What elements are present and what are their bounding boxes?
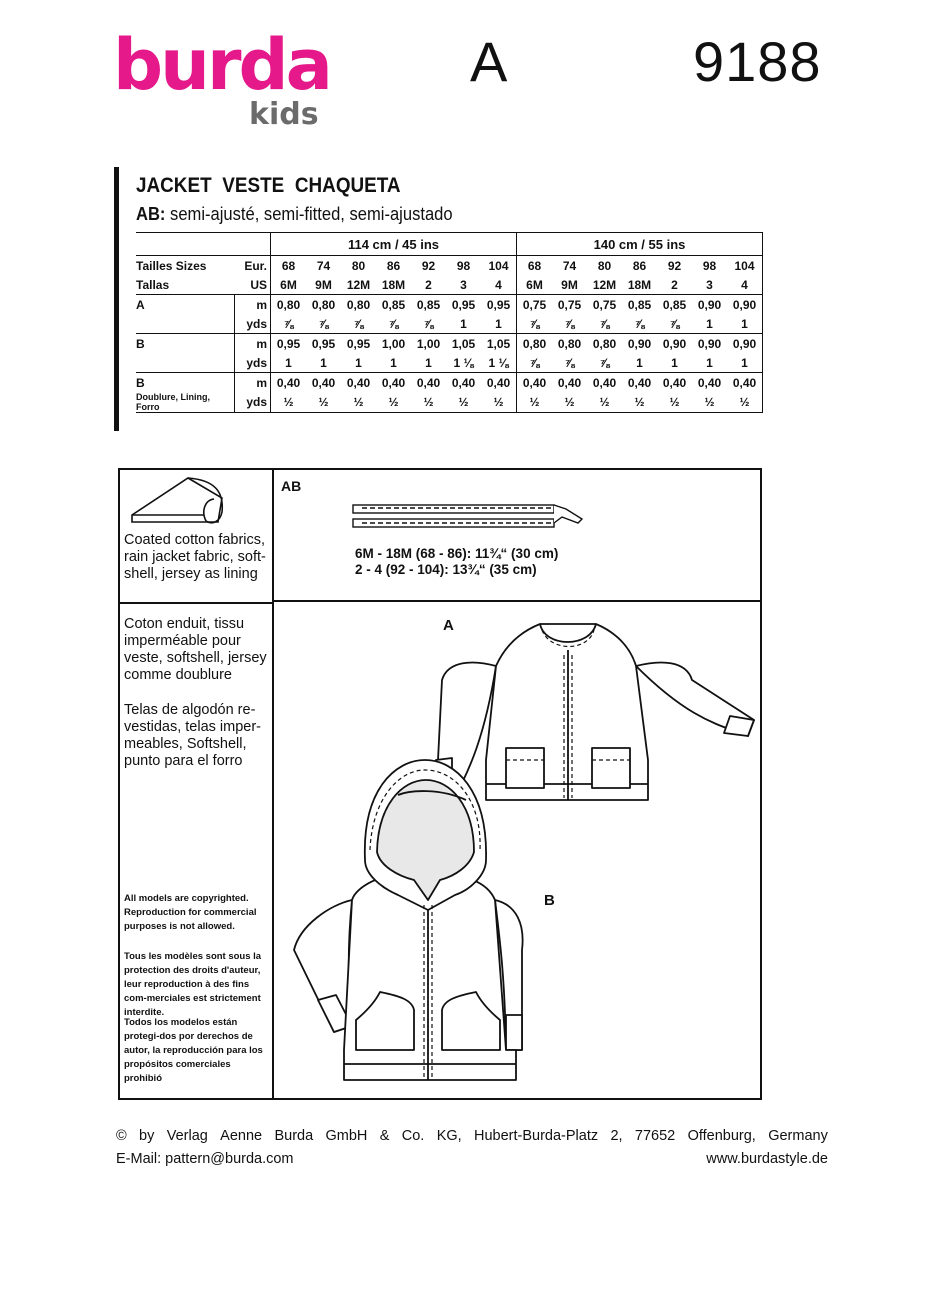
eur-size-cell: 74	[552, 256, 587, 276]
yards-cell: 1	[727, 353, 763, 373]
us-size-cell: 6M	[271, 275, 307, 295]
us-size-cell: 18M	[627, 277, 652, 292]
meters-cell: 0,80	[341, 295, 376, 315]
yards-cell: ⅞	[517, 314, 553, 334]
eur-size-cell: 86	[622, 256, 657, 276]
meters-cell: 0,40	[446, 373, 481, 393]
copyright-note-es: Todos los modelos están protegi-dos por derechos de autor, la reproducción para los propósitos comerciales prohibió	[124, 1017, 263, 1084]
yards-cell: ⅞	[517, 353, 553, 373]
burda-logo: burda	[113, 24, 330, 106]
yards-cell: ½	[692, 392, 727, 413]
meters-cell: 0,40	[481, 373, 517, 393]
eur-size-cell: 80	[587, 256, 622, 276]
yards-cell: ½	[657, 392, 692, 413]
us-label: US	[250, 277, 267, 292]
meters-cell: 0,40	[622, 373, 657, 393]
eur-size-cell: 80	[341, 256, 376, 276]
meters-cell: 1,05	[446, 334, 481, 354]
meters-cell: 0,40	[306, 373, 341, 393]
yards-cell: ½	[376, 392, 411, 413]
yards-cell: 1	[271, 353, 307, 373]
yards-cell: ⅞	[634, 316, 645, 331]
eur-size-cell: 74	[306, 256, 341, 276]
size-label-es: Tallas	[136, 277, 170, 292]
yards-cell: ⅞	[564, 355, 575, 370]
meters-cell: 0,95	[306, 334, 341, 354]
yards-cell: ½	[481, 392, 517, 413]
yards-cell: ⅞	[669, 316, 680, 331]
meters-cell: 0,40	[692, 373, 727, 393]
yards-cell: ⅞	[599, 355, 610, 370]
unit-yds: yds	[235, 353, 271, 373]
meters-cell: 0,85	[657, 295, 692, 315]
fabric-width-114: 114 cm / 45 ins	[271, 233, 517, 256]
yards-cell: 1	[355, 355, 362, 370]
eur-size-cell: 104	[727, 256, 763, 276]
yards-cell: ½	[306, 392, 341, 413]
us-size-cell: 2	[425, 277, 432, 292]
yards-cell: ⅞	[271, 314, 307, 334]
garment-title: JACKET VESTE CHAQUETA	[136, 174, 401, 197]
meters-cell: 0,75	[552, 295, 587, 315]
publisher-word: Hubert-Burda-Platz	[474, 1128, 599, 1144]
us-size-cell: 12M	[346, 277, 371, 292]
copyright-note-fr: Tous les modèles sont sous la protection des droits d'auteur, leur reproduction à des fins com-merciales est strictement interdite.	[124, 951, 262, 1018]
meters-cell: 0,85	[411, 295, 446, 315]
us-size-cell: 3	[706, 277, 713, 292]
yards-cell: ½	[727, 392, 763, 413]
yards-cell: 1	[706, 355, 713, 370]
meters-cell: 0,95	[271, 334, 307, 354]
meters-cell: 0,90	[657, 334, 692, 354]
email-address: E-Mail: pattern@burda.com	[116, 1151, 294, 1167]
yards-cell: 1	[390, 355, 397, 370]
fabric-roll-icon	[132, 478, 222, 523]
yards-cell: 1	[495, 316, 502, 331]
publisher-line	[116, 1128, 828, 1144]
us-size-cell: 18M	[381, 277, 406, 292]
view-letter: A	[470, 30, 508, 93]
notions-views-label: AB	[281, 478, 302, 494]
fit-views-label: AB:	[136, 204, 166, 224]
meters-cell: 0,85	[622, 295, 657, 315]
us-size-cell: 4	[727, 275, 763, 295]
yards-cell: ½	[411, 392, 446, 413]
us-size-cell: 9M	[561, 277, 578, 292]
us-size-cell: 9M	[315, 277, 332, 292]
fabric-width-140: 140 cm / 55 ins	[517, 233, 763, 256]
publisher-word: Burda	[274, 1128, 314, 1144]
zipper-icon	[353, 505, 582, 527]
publisher-word: 77652	[634, 1128, 676, 1144]
yards-cell: ½	[271, 392, 307, 413]
yards-cell: ⅞	[423, 316, 434, 331]
yards-cell: ⅞	[353, 316, 364, 331]
view-row-sublabel: Doublure, Lining, Forro	[136, 392, 235, 413]
unit-yds: yds	[235, 392, 271, 413]
publisher-word: KG,	[436, 1128, 462, 1144]
publisher-word: GmbH	[325, 1128, 368, 1144]
publisher-word: 2,	[610, 1128, 623, 1144]
publisher-word: Offenburg,	[687, 1128, 756, 1144]
meters-cell: 0,90	[727, 334, 763, 354]
jacket-b-drawing	[294, 760, 523, 1080]
us-size-cell: 6M	[517, 275, 553, 295]
eur-size-cell: 68	[271, 256, 307, 276]
meters-cell: 0,90	[692, 334, 727, 354]
drawing-label-a: A	[443, 617, 454, 634]
view-row-label: B	[136, 334, 235, 354]
eur-size-cell: 98	[446, 256, 481, 276]
fit-text: semi-ajusté, semi-fitted, semi-ajustado	[165, 204, 453, 224]
eur-size-cell: 68	[517, 256, 553, 276]
meters-cell: 0,40	[727, 373, 763, 393]
fabric-suggestions-es: Telas de algodón re-vestidas, telas imper-meables, Softshell, punto para el forro	[124, 702, 261, 769]
yards-cell: ⅞	[599, 316, 610, 331]
eur-size-cell: 86	[376, 256, 411, 276]
burda-kids-logo: kids	[249, 97, 319, 132]
meters-cell: 0,40	[376, 373, 411, 393]
unit-m: m	[235, 295, 271, 315]
eur-size-cell: 92	[657, 256, 692, 276]
meters-cell: 0,75	[517, 295, 553, 315]
yards-cell: 1	[706, 316, 713, 331]
view-row-label: B	[136, 373, 235, 393]
eur-size-cell: 92	[411, 256, 446, 276]
zipper-lengths	[355, 546, 558, 578]
meters-cell: 0,85	[376, 295, 411, 315]
yards-cell: 1	[636, 355, 643, 370]
publisher-word: ©	[116, 1128, 127, 1144]
zipper-length-long: 2 - 4 (92 - 104): 13¾“ (35 cm)	[355, 562, 537, 577]
meters-cell: 0,40	[271, 373, 307, 393]
meters-cell: 0,80	[271, 295, 307, 315]
meters-cell: 0,95	[446, 295, 481, 315]
meters-cell: 0,90	[692, 295, 727, 315]
eur-size-cell: 104	[481, 256, 517, 276]
yards-cell: ½	[587, 392, 622, 413]
eur-size-cell: 98	[692, 256, 727, 276]
yards-cell: 1	[320, 355, 327, 370]
zipper-length-short: 6M - 18M (68 - 86): 11¾“ (30 cm)	[355, 546, 559, 561]
meters-cell: 0,95	[481, 295, 517, 315]
yards-cell: ½	[341, 392, 376, 413]
meters-cell: 0,75	[587, 295, 622, 315]
meters-cell: 0,95	[341, 334, 376, 354]
us-size-cell: 2	[671, 277, 678, 292]
yards-cell: ⅞	[564, 316, 575, 331]
meters-cell: 0,40	[341, 373, 376, 393]
meters-cell: 0,80	[306, 295, 341, 315]
us-size-cell: 12M	[592, 277, 617, 292]
yards-cell: ½	[622, 392, 657, 413]
meters-cell: 0,90	[622, 334, 657, 354]
unit-m: m	[235, 334, 271, 354]
drawing-label-b: B	[544, 892, 555, 909]
meters-cell: 0,40	[587, 373, 622, 393]
yards-cell: 1	[460, 316, 467, 331]
size-label: Tailles Sizes	[136, 256, 235, 276]
unit-m: m	[235, 373, 271, 393]
yards-cell: ⅞	[388, 316, 399, 331]
yards-cell: 1 ⅛	[488, 355, 509, 370]
us-size-cell: 3	[460, 277, 467, 292]
unit-yds: yds	[235, 314, 271, 334]
us-size-cell: 4	[495, 277, 502, 292]
view-row-label: A	[136, 295, 235, 315]
yards-cell: ½	[517, 392, 553, 413]
meters-cell: 0,40	[411, 373, 446, 393]
meters-cell: 1,05	[481, 334, 517, 354]
yards-cell: 1	[727, 314, 763, 334]
yards-cell: 1 ⅛	[453, 355, 474, 370]
pattern-number: 9188	[693, 30, 822, 93]
yards-cell: ½	[446, 392, 481, 413]
meters-cell: 0,40	[517, 373, 553, 393]
meters-cell: 0,40	[657, 373, 692, 393]
meters-cell: 0,90	[727, 295, 763, 315]
jacket-a-drawing	[436, 624, 754, 802]
eur-label: Eur.	[235, 256, 271, 276]
copyright-note-en: All models are copyrighted. Reproduction for commercial purposes is not allowed.	[124, 893, 257, 932]
publisher-word: by	[139, 1128, 155, 1144]
meters-cell: 0,80	[587, 334, 622, 354]
yards-cell: ½	[552, 392, 587, 413]
publisher-word: Germany	[768, 1128, 828, 1144]
fabric-suggestions-en: Coated cotton fabrics, rain jacket fabric, soft-shell, jersey as lining	[124, 532, 266, 582]
meters-cell: 0,80	[517, 334, 553, 354]
publisher-word: Verlag	[166, 1128, 208, 1144]
yards-cell: ⅞	[318, 316, 329, 331]
meters-cell: 1,00	[411, 334, 446, 354]
yards-cell: 1	[671, 355, 678, 370]
website-link: www.burdastyle.de	[706, 1151, 828, 1167]
meters-cell: 1,00	[376, 334, 411, 354]
fabric-suggestions-fr: Coton enduit, tissu imperméable pour veste, softshell, jersey comme doublure	[124, 616, 267, 683]
publisher-word: Aenne	[220, 1128, 263, 1144]
meters-cell: 0,80	[552, 334, 587, 354]
publisher-word: Co.	[401, 1128, 425, 1144]
publisher-word: &	[379, 1128, 390, 1144]
meters-cell: 0,40	[552, 373, 587, 393]
yards-cell: 1	[425, 355, 432, 370]
